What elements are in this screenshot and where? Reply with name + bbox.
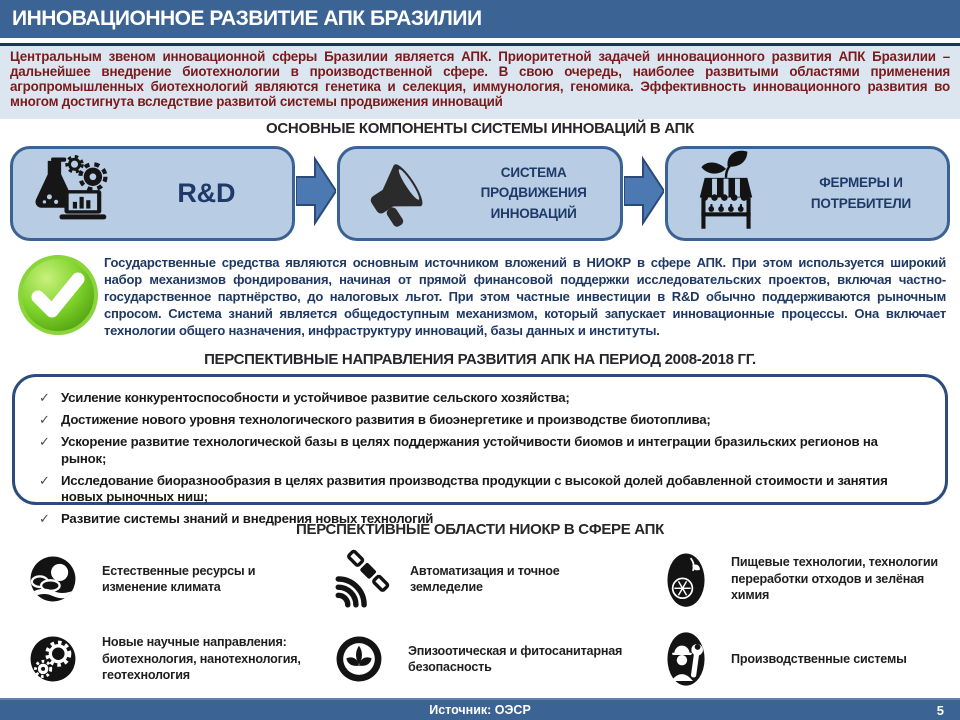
intro-paragraph: Центральным звеном инновационной сферы Бразилии является АПК. Приоритетной задачей инновационного развития АПК Бразилии – дальнейшее внедрение биотехнологии в производственной сфере. В свою очередь, наиболее развитыми областями применения агропромышленных биотехнологий являются генетика и селекция, иммунология, геномика. Эффективность инновационного развития во многом достигнута вследствие развитой системы продвижения инноваций <box>0 43 960 119</box>
footer-bar <box>0 698 960 720</box>
research-icon <box>26 152 118 235</box>
source-text: Источник: ОЭСР <box>429 703 531 717</box>
arrow-right-icon <box>624 153 664 234</box>
components-heading: ОСНОВНЫЕ КОМПОНЕНТЫ СИСТЕМЫ ИННОВАЦИЙ В АПК <box>266 120 694 137</box>
check-bullet-icon: ✓ <box>39 411 50 427</box>
area-item-automation <box>326 540 651 618</box>
area-label: Эпизоотическая и фитосанитарная безопасность <box>408 643 623 674</box>
areas-heading: ПЕРСПЕКТИВНЫЕ ОБЛАСТИ НИОКР В СФЕРЕ АПК <box>296 521 664 538</box>
check-bullet-icon: ✓ <box>39 472 50 488</box>
component-label-promotion: СИСТЕМА ПРОДВИЖЕНИЯ ИННОВАЦИЙ <box>480 165 587 221</box>
funding-paragraph: Государственные средства являются основным источником вложений в НИОКР в сфере АПК. При этом используется широкий набор механизмов фондирования, начиная от прямой финансовой поддержки исследовательских проектов, включая частно-государственное партнёрство, до налоговых льгот. При этом частные инвестиции в R&D обычно поддерживаются рыночным спросом. Система знаний является общедоступным механизмом, который запускает инновационные процессы. Она включает технологии общего назначения, инфраструктуру инноваций, базы данных и институты. <box>104 255 946 338</box>
green-check-icon <box>16 253 100 337</box>
area-item-production <box>657 620 954 698</box>
market-stall-icon <box>685 148 767 239</box>
check-bullet-icon: ✓ <box>39 433 50 449</box>
list-item: ✓ Развитие системы знаний и внедрения новых технологий <box>39 511 434 527</box>
nature-icon <box>20 546 86 612</box>
area-item-safety <box>326 620 651 698</box>
area-label: Естественные ресурсы и изменение климата <box>102 563 256 594</box>
arrow-right-icon <box>296 153 336 234</box>
plant-icon <box>326 626 392 692</box>
list-item: ✓ Достижение нового уровня технологического развития в биоэнергетике и производстве биотоплива; <box>39 411 711 427</box>
check-bullet-icon: ✓ <box>39 511 50 527</box>
gears-icon <box>20 626 86 692</box>
area-item-food-tech <box>657 540 954 618</box>
page-number: 5 <box>936 702 944 718</box>
directions-box <box>12 374 948 527</box>
components-row <box>10 146 950 241</box>
component-box-rd <box>10 146 295 241</box>
area-label: Новые научные направления: биотехнология, нанотехнология, геотехнология <box>102 635 301 683</box>
area-item-new-science <box>20 620 320 698</box>
component-label-rd: R&D <box>177 178 236 208</box>
directions-heading: ПЕРСПЕКТИВНЫЕ НАПРАВЛЕНИЯ РАЗВИТИЯ АПК НА ПЕРИОД 2008-2018 ГГ. <box>204 351 756 368</box>
area-item-nature <box>20 540 320 618</box>
megaphone-icon <box>358 150 440 237</box>
areas-grid <box>20 540 954 698</box>
food-tech-icon <box>657 542 715 616</box>
area-label: Производственные системы <box>731 651 907 666</box>
area-label: Автоматизация и точное земледелие <box>410 563 560 594</box>
list-item: ✓ Исследование биоразнообразия в целях развития производства продукции с высокой долей добавленной стоимости и занятия новых рыночных ниш; <box>39 472 888 505</box>
component-box-farmers <box>665 146 950 241</box>
component-box-promotion <box>337 146 622 241</box>
slide-title: ИННОВАЦИОННОЕ РАЗВИТИЕ АПК БРАЗИЛИИ <box>12 7 482 30</box>
component-label-farmers: ФЕРМЕРЫ И ПОТРЕБИТЕЛИ <box>810 175 912 211</box>
slide-title-bar <box>0 0 960 40</box>
list-item: ✓ Усиление конкурентоспособности и устойчивое развитие сельского хозяйства; <box>39 390 570 405</box>
worker-icon <box>657 622 715 696</box>
area-label: Пищевые технологии, технологии переработки отходов и зелёная химия <box>731 555 938 603</box>
satellite-icon <box>326 545 394 613</box>
directions-list <box>37 390 925 528</box>
list-item: ✓ Ускорение развитие технологической базы в целях поддержания устойчивости биомов и интеграции бразильских регионов на рынок; <box>39 433 878 466</box>
check-bullet-icon: ✓ <box>39 390 50 405</box>
